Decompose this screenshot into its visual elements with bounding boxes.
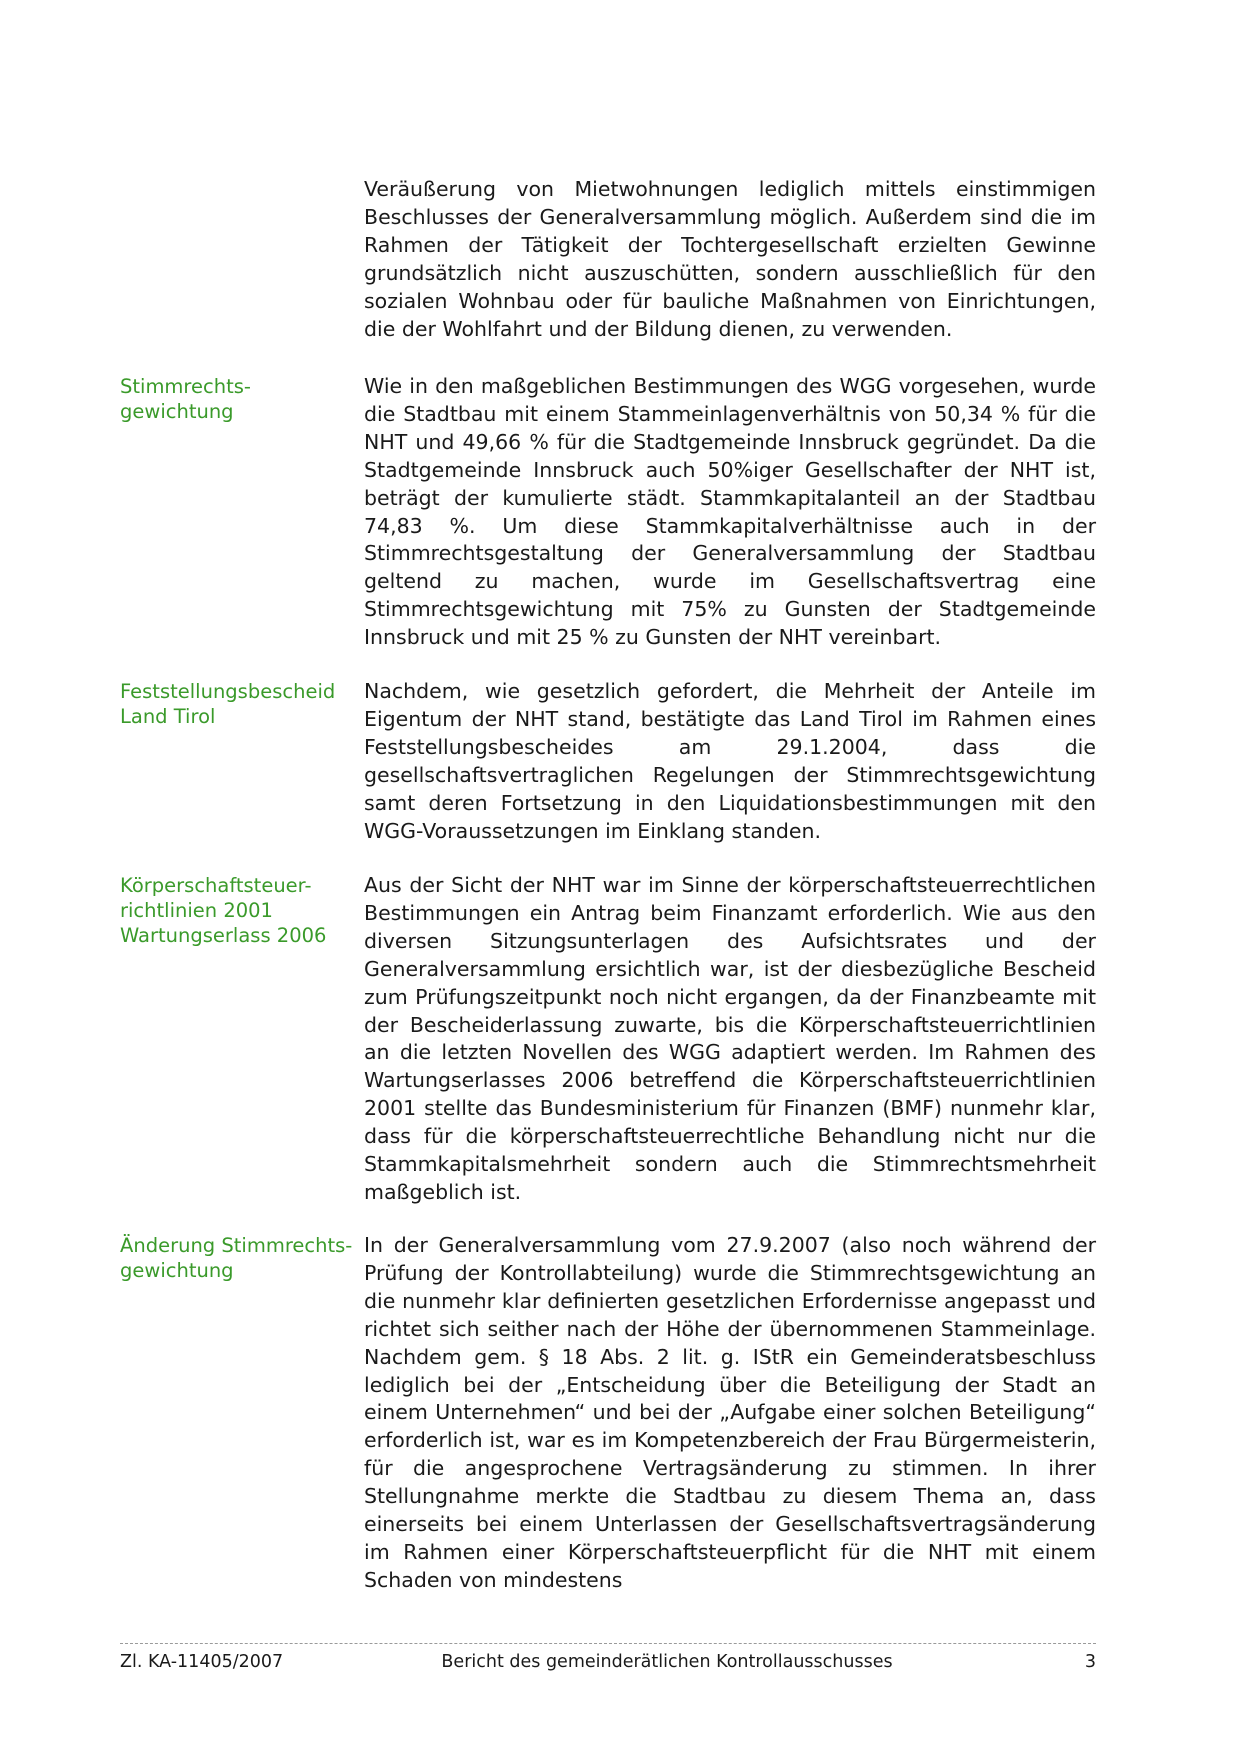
paragraph-text: Aus der Sicht der NHT war im Sinne der körperschaftsteuerrechtlichen Bestimmungen ein Antrag beim Finanzamt erforderlich. Wie aus den diversen Sitzungsunterlagen des Aufsichtsrates und der Generalversammlung ersichtlich war, ist der diesbezügliche Bescheid zum Prüfungszeitpunkt noch nicht ergangen, da der Finanzbeamte mit der Bescheiderlassung zuwarte, bis die Körperschaftsteuerrichtlinien an die letzten Novellen des WGG adaptiert werden. Im Rahmen des Wartungserlasses 2006 betreffend die Körperschaftsteuerrichtlinien 2001 stellte das Bundesministerium für Finanzen (BMF) nunmehr klar, dass für die körperschaftsteuerrechtliche Behandlung nicht nur die Stammkapitalsmehrheit sondern auch die Stimmrechtsmehrheit maßgeblich ist. [364, 873, 1096, 1204]
footer-reference: Zl. KA-11405/2007 [120, 1652, 284, 1672]
paragraph-text: Veräußerung von Mietwohnungen lediglich mittels einstimmigen Beschlusses der Generalversammlung möglich. Außerdem sind die im Rahmen der Tätigkeit der Tochtergesellschaft erzielten Gewinne grundsätzlich nicht auszuschütten, sondern ausschließlich für den sozialen Wohnbau oder für bauliche Maßnahmen von Einrichtungen, die der Wohlfahrt und der Bildung dienen, zu verwenden. [364, 177, 1096, 341]
paragraph-text: Nachdem, wie gesetzlich gefordert, die Mehrheit der Anteile im Eigentum der NHT stand, bestätigte das Land Tirol im Rahmen eines Feststellungsbescheides am 29.1.2004, dass die gesellschaftsvertraglichen Regelungen der Stimmrechtsgewichtung samt deren Fortsetzung in den Liquidationsbestimmungen mit den WGG-Voraussetzungen im Einklang standen. [364, 679, 1096, 843]
margin-label: Körperschaftsteuer- richtlinien 2001 Wartungserlass 2006 [120, 874, 327, 947]
margin-label: Änderung Stimmrechts- gewichtung [120, 1234, 353, 1282]
paragraph-text: In der Generalversammlung vom 27.9.2007 (also noch während der Prüfung der Kontrollabteilung) wurde die Stimmrechtsgewichtung an die nunmehr klar definierten gesetzlichen Erfordernisse angepasst und richtet sich seither nach der Höhe der übernommenen Stammeinlage. Nachdem gem. § 18 Abs. 2 lit. g. IStR ein Gemeinderatsbeschluss lediglich bei der „Entscheidung über die Beteiligung der Stadt an einem Unternehmen“ und bei der „Aufgabe einer solchen Beteiligung“ erforderlich ist, war es im Kompetenzbereich der Frau Bürgermeisterin, für die angesprochene Vertragsänderung zu stimmen. In ihrer Stellungnahme merkte die Stadtbau zu diesem Thema an, dass einerseits bei einem Unterlassen der Gesellschaftsvertragsänderung im Rahmen einer Körperschaftsteuerpflicht für die NHT mit einem Schaden von mindestens [364, 1233, 1096, 1592]
paragraph-text: Wie in den maßgeblichen Bestimmungen des WGG vorgesehen, wurde die Stadtbau mit einem Stammeinlagenverhältnis von 50,34 % für die NHT und 49,66 % für die Stadtgemeinde Innsbruck gegründet. Da die Stadtgemeinde Innsbruck auch 50%iger Gesellschafter der NHT ist, beträgt der kumulierte städt. Stammkapitalanteil an der Stadtbau 74,83 %. Um diese Stammkapitalverhältnisse auch in der Stimmrechtsgestaltung der Generalversammlung der Stadtbau geltend zu machen, wurde im Gesellschaftsvertrag eine Stimmrechtsgewichtung mit 75% zu Gunsten der Stadtgemeinde Innsbruck und mit 25 % zu Gunsten der NHT vereinbart. [364, 374, 1096, 650]
margin-label: Feststellungsbescheid Land Tirol [120, 680, 336, 728]
footer-divider [120, 1643, 1096, 1644]
footer-title: Bericht des gemeinderätlichen Kontrollausschusses [441, 1652, 893, 1672]
page-number: 3 [1084, 1652, 1096, 1672]
margin-label: Stimmrechts- gewichtung [120, 375, 251, 423]
